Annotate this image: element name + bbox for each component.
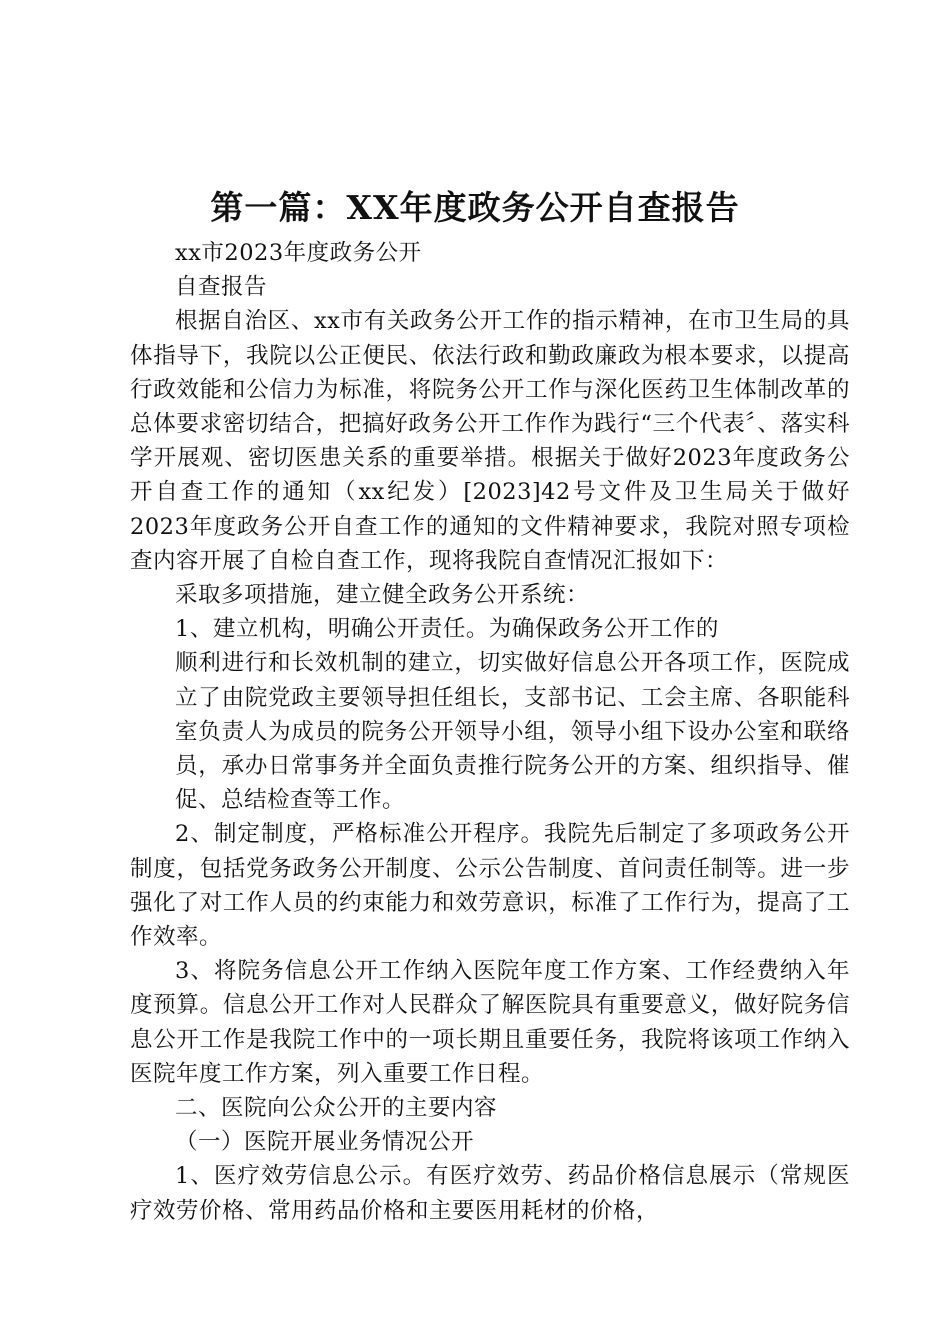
body-paragraph: 1、建立机构，明确公开责任。为确保政务公开工作的 xyxy=(175,616,719,643)
section-heading: 二、医院向公众公开的主要内容 xyxy=(175,1095,498,1122)
body-paragraph: 2、制定制度，严格标准公开程序。我院先后制定了多项政务公开制度，包括党务政务公开制度、公示公告制度、首问责任制等。进一步强化了对工作人员的约束能力和效劳意识，标准了工作行为，提高了工作效率。 xyxy=(130,821,850,951)
document-title: 第一篇：XX年度政务公开自查报告 xyxy=(210,188,740,227)
body-paragraph: 3、将院务信息公开工作纳入医院年度工作方案、工作经费纳入年度预算。信息公开工作对人民群众了解医院具有重要意义，做好院务信息公开工作是我院工作中的一项长期且重要任务，我院将该项工作纳入医院年度工作方案，列入重要工作日程。 xyxy=(130,958,850,1087)
subsection-heading: （一）医院开展业务情况公开 xyxy=(175,1129,475,1156)
body-paragraph: 根据自治区、xx市有关政务公开工作的指示精神，在市卫生局的具体指导下，我院以公正便民、依法行政和勤政廉政为根本要求，以提高行政效能和公信力为标准，将院务公开工作与深化医药卫生体制改革的总体要求密切结合，把搞好政务公开工作作为践行“三个代表〞、落实科学开展观、密切医患关系的重要举措。根据关于做好2023年度政务公开自查工作的通知（xx纪发）[2023]42号文件及卫生局关于做好2023年度政务公开自查工作的通知的文件精神要求，我院对照专项检查内容开展了自检自查工作，现将我院自查情况汇报如下： xyxy=(130,308,850,574)
body-paragraph: 顺利进行和长效机制的建立，切实做好信息公开各项工作，医院成立了由院党政主要领导担任组长，支部书记、工会主席、各职能科室负责人为成员的院务公开领导小组，领导小组下设办公室和联络员，承办日常事务并全面负责推行院务公开的方案、组织指导、催促、总结检查等工作。 xyxy=(175,650,850,814)
subtitle-line: xx市2023年度政务公开 xyxy=(175,240,422,266)
document-body xyxy=(130,236,850,1228)
body-paragraph: 1、医疗效劳信息公示。有医疗效劳、药品价格信息展示（常规医疗效劳价格、常用药品价格和主要医用耗材的价格， xyxy=(130,1163,850,1224)
section-heading: 采取多项措施，建立健全政务公开系统： xyxy=(175,582,590,609)
subtitle-line: 自查报告 xyxy=(175,274,268,301)
